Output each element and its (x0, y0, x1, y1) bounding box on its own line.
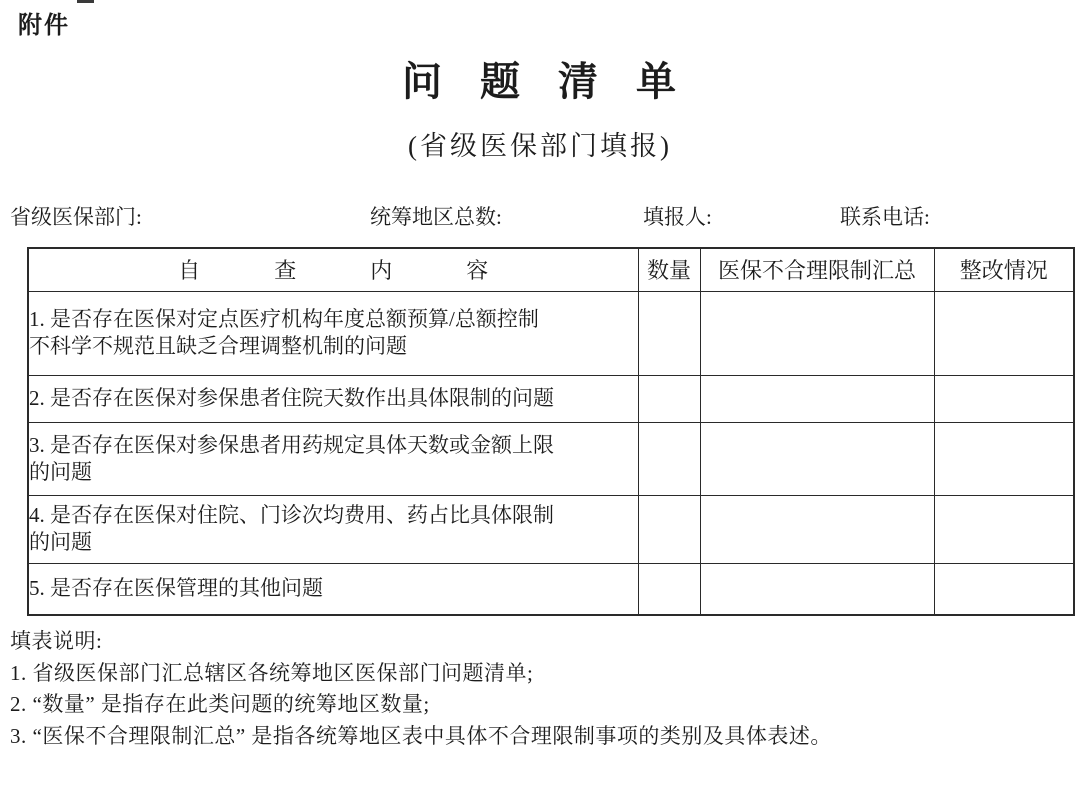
note-item-1: 1. 省级医保部门汇总辖区各统筹地区医保部门问题清单; (10, 660, 534, 685)
content-header-char: 容 (466, 258, 489, 284)
quantity-cell-1 (638, 291, 700, 375)
self-check-item-2: 2. 是否存在医保对参保患者住院天数作出具体限制的问题 (28, 375, 638, 422)
rectification-cell-2 (934, 375, 1074, 422)
column-header-rectification: 整改情况 (934, 248, 1074, 291)
table-row (28, 422, 1074, 495)
page-subtitle: (省级医保部门填报) (408, 131, 672, 161)
column-header-summary: 医保不合理限制汇总 (700, 248, 934, 291)
table-row (28, 495, 1074, 563)
rectification-cell-4 (934, 495, 1074, 563)
filling-instructions (10, 626, 832, 752)
field-label-filler: 填报人: (643, 205, 712, 229)
self-check-item-3: 3. 是否存在医保对参保患者用药规定具体天数或金额上限 的问题 (28, 422, 638, 495)
note-item-2: 2. “数量” 是指存在此类问题的统筹地区数量; (10, 692, 430, 716)
summary-cell-3 (700, 422, 934, 495)
table-row (28, 563, 1074, 615)
content-header-chars (29, 254, 638, 285)
quantity-cell-3 (638, 422, 700, 495)
page-title: 问 题 清 单 (402, 59, 678, 104)
self-check-item-1: 1. 是否存在医保对定点医疗机构年度总额预算/总额控制 不科学不规范且缺乏合理调整机制的问题 (28, 291, 638, 375)
column-header-quantity: 数量 (638, 248, 700, 291)
quantity-cell-2 (638, 375, 700, 422)
field-label-phone: 联系电话: (840, 205, 930, 229)
content-header-char: 查 (274, 258, 297, 284)
table-row (28, 291, 1074, 375)
quantity-cell-4 (638, 495, 700, 563)
content-header-char: 内 (370, 258, 393, 284)
summary-cell-1 (700, 291, 934, 375)
field-label-region-total: 统筹地区总数: (370, 205, 502, 229)
table-row (28, 375, 1074, 422)
problem-list-table (27, 247, 1075, 616)
scan-artifact (77, 0, 94, 3)
notes-title: 填表说明: (10, 629, 103, 653)
attachment-label: 附件 (18, 12, 70, 39)
summary-cell-4 (700, 495, 934, 563)
rectification-cell-1 (934, 291, 1074, 375)
rectification-cell-3 (934, 422, 1074, 495)
self-check-item-4: 4. 是否存在医保对住院、门诊次均费用、药占比具体限制 的问题 (28, 495, 638, 563)
rectification-cell-5 (934, 563, 1074, 615)
self-check-item-5: 5. 是否存在医保管理的其他问题 (28, 563, 638, 615)
quantity-cell-5 (638, 563, 700, 615)
field-label-provincial-department: 省级医保部门: (10, 205, 142, 229)
content-header-char: 自 (178, 258, 201, 284)
column-header-content (28, 248, 638, 291)
table-header-row (28, 248, 1074, 291)
summary-cell-5 (700, 563, 934, 615)
note-item-3: 3. “医保不合理限制汇总” 是指各统筹地区表中具体不合理限制事项的类别及具体表述。 (10, 723, 832, 748)
summary-cell-2 (700, 375, 934, 422)
form-fields-row (0, 201, 1080, 229)
